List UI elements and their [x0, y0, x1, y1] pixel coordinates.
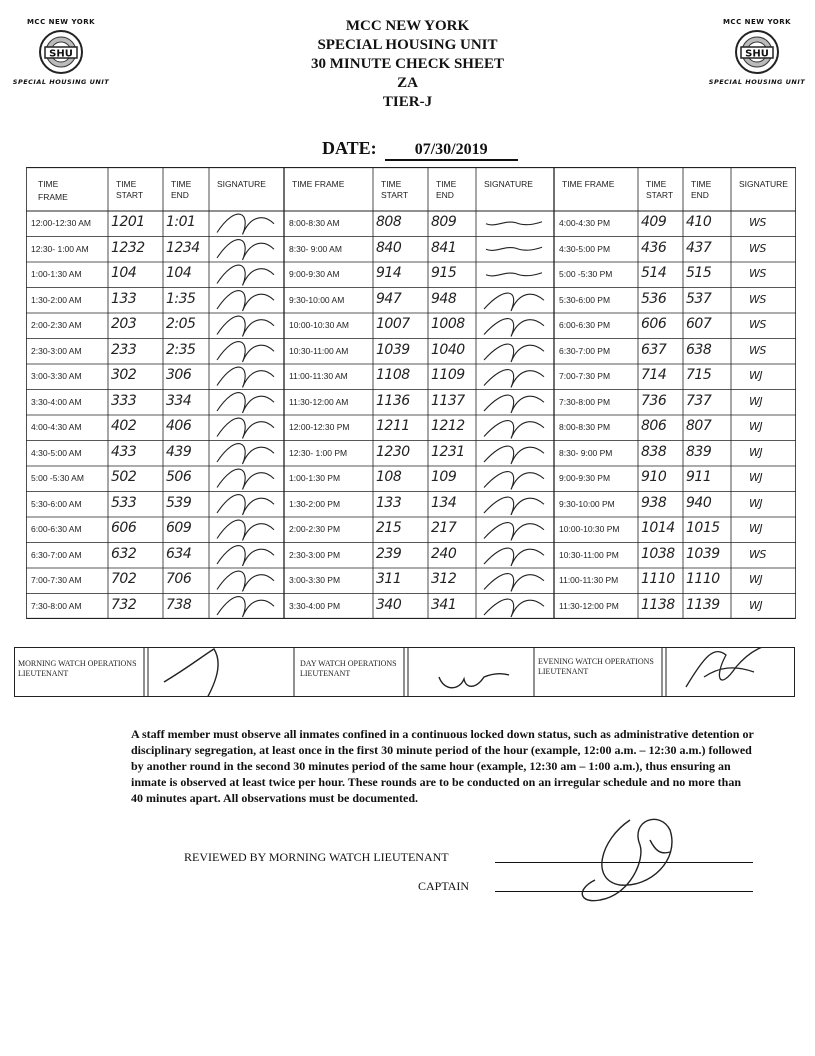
time-end-cell: 1212: [431, 418, 465, 434]
time-start-cell: 910: [641, 469, 667, 485]
morning-watch-label: MORNING WATCH OPERATIONS LIEUTENANT: [18, 659, 137, 678]
signature-initials: WS: [749, 292, 766, 306]
time-start-cell: 1201: [111, 214, 145, 230]
table-grid-lines: [26, 167, 796, 619]
header-time-end: TIME: [691, 179, 712, 189]
time-end-cell: 406: [166, 418, 192, 434]
time-end-cell: 437: [686, 239, 712, 256]
time-start-cell: 1039: [376, 341, 410, 358]
time-frame-cell: 6:30-7:00 AM: [31, 549, 82, 560]
time-end-cell: 1231: [431, 443, 465, 460]
time-end-cell: 134: [431, 494, 457, 511]
time-frame-cell: 9:00-9:30 PM: [559, 473, 611, 483]
header-time-end: END: [436, 190, 454, 200]
time-end-cell: 1234: [166, 239, 200, 256]
title-line: ZA: [397, 75, 418, 91]
header-signature: SIGNATURE: [739, 179, 788, 189]
title-line: SPECIAL HOUSING UNIT: [317, 37, 498, 53]
signature-initials: WS: [749, 547, 766, 561]
time-end-cell: 911: [686, 469, 712, 485]
time-frame-cell: 4:00-4:30 PM: [559, 218, 611, 228]
time-end-cell: 439: [166, 443, 192, 460]
time-end-cell: 104: [166, 265, 192, 281]
signature-initials: WS: [749, 318, 766, 331]
time-start-cell: 436: [641, 239, 667, 256]
time-frame-cell: 1:00-1:30 PM: [289, 473, 341, 483]
time-end-cell: 839: [686, 443, 712, 460]
time-start-cell: 714: [641, 367, 667, 383]
logo-top-text: MCC NEW YORK: [26, 18, 96, 26]
time-end-cell: 217: [431, 520, 457, 536]
time-end-cell: 841: [431, 239, 457, 256]
time-frame-cell: 4:00-4:30 AM: [31, 422, 82, 432]
time-frame-cell: 9:30-10:00 AM: [289, 294, 345, 305]
time-start-cell: 536: [641, 290, 667, 307]
logo-bottom-text: SPECIAL HOUSING UNIT: [708, 78, 806, 86]
time-start-cell: 806: [641, 418, 667, 434]
time-end-cell: 1008: [431, 316, 465, 332]
time-end-cell: 706: [166, 571, 192, 587]
time-frame-cell: 11:00-11:30 PM: [559, 575, 619, 585]
signature-tick: [486, 222, 542, 225]
signature-initials: WJ: [749, 598, 763, 612]
time-frame-cell: 2:00-2:30 PM: [289, 524, 341, 534]
time-start-cell: 409: [641, 214, 667, 230]
time-end-cell: 609: [166, 520, 192, 536]
time-start-cell: 239: [376, 545, 402, 562]
evening-signature-mark: [686, 647, 784, 687]
time-end-cell: 539: [166, 494, 192, 511]
time-end-cell: 341: [431, 596, 457, 613]
time-end-cell: 240: [431, 545, 457, 562]
time-end-cell: 1137: [431, 392, 465, 409]
time-frame-cell: 6:00-6:30 PM: [559, 320, 611, 330]
time-end-cell: 1109: [431, 367, 465, 383]
signature-initials: WJ: [749, 369, 763, 382]
time-frame-cell: 5:30-6:00 PM: [559, 294, 611, 305]
date-label: DATE:: [322, 138, 377, 158]
evening-watch-label: EVENING WATCH OPERATIONS LIEUTENANT: [538, 657, 654, 676]
time-start-cell: 632: [111, 545, 137, 562]
time-frame-cell: 6:00-6:30 AM: [31, 524, 82, 534]
time-start-cell: 637: [641, 341, 667, 358]
time-start-cell: 808: [376, 214, 402, 230]
time-end-cell: 638: [686, 341, 712, 358]
time-end-cell: 1039: [686, 545, 720, 562]
time-frame-cell: 7:30-8:00 PM: [559, 396, 611, 407]
time-start-cell: 1014: [641, 520, 675, 536]
time-frame-cell: 10:00-10:30 AM: [289, 320, 350, 330]
time-start-cell: 502: [111, 469, 137, 485]
time-start-cell: 533: [111, 494, 137, 511]
time-end-cell: 410: [686, 214, 712, 230]
policy-paragraph: A staff member must observe all inmates confined in a continuous locked down status, such as administrative detention or disciplinary segregation, at least once in the first 30 minute period of the hour (example, 12:00 a.m. – 12:30 a.m.) followed by another round in the second 30 minutes period of the same hour (example, 12:30 am – 1:00 a.m.), thus ensuring an inmate is observed at least twice per hour. These rounds are to be conducted on an irregular schedule and no more than 40 minutes apart. All observations must be documented.: [131, 727, 754, 805]
header-time-start: TIME: [646, 179, 667, 189]
time-frame-cell: 1:30-2:00 AM: [31, 294, 82, 305]
shu-emblem-icon: [729, 28, 785, 76]
header-time-end: TIME: [436, 179, 457, 189]
time-frame-cell: 1:30-2:00 PM: [289, 498, 341, 509]
time-frame-cell: 3:30-4:00 AM: [31, 396, 82, 407]
header-time-end: TIME: [171, 179, 192, 189]
time-end-cell: 1110: [686, 571, 720, 587]
time-start-cell: 514: [641, 265, 667, 281]
sheet-title: [250, 17, 565, 112]
day-signature-mark: [439, 674, 509, 688]
time-start-cell: 203: [111, 316, 137, 332]
date-value: 07/30/2019: [385, 141, 518, 161]
time-start-cell: 402: [111, 418, 137, 434]
time-start-cell: 606: [111, 520, 137, 536]
header-time-start: TIME: [381, 179, 402, 189]
time-end-cell: 506: [166, 469, 192, 485]
signature-initials: WS: [749, 343, 766, 357]
time-frame-cell: 7:30-8:00 AM: [31, 600, 82, 611]
time-start-cell: 1136: [376, 392, 410, 409]
time-frame-cell: 11:30-12:00 AM: [289, 396, 349, 407]
header-time-frame: TIME: [38, 179, 59, 189]
signature-scribble: [484, 293, 544, 617]
time-end-cell: 809: [431, 214, 457, 230]
logo-bottom-text: SPECIAL HOUSING UNIT: [12, 78, 110, 86]
time-frame-cell: 12:30- 1:00 PM: [289, 447, 348, 458]
time-start-cell: 433: [111, 443, 137, 460]
header-time-start: TIME: [116, 179, 137, 189]
time-end-cell: 334: [166, 392, 192, 409]
captain-label: CAPTAIN: [418, 879, 470, 893]
header-time-start: START: [116, 190, 144, 200]
time-start-cell: 736: [641, 392, 667, 409]
time-start-cell: 104: [111, 265, 137, 281]
time-start-cell: 938: [641, 494, 667, 511]
reviewed-by-label: REVIEWED BY MORNING WATCH LIEUTENANT: [184, 850, 449, 864]
time-end-cell: 2:35: [166, 341, 196, 358]
time-start-cell: 914: [376, 265, 402, 281]
time-start-cell: 1110: [641, 571, 675, 587]
title-line: TIER-J: [382, 94, 433, 110]
signature-tick: [486, 247, 542, 250]
time-frame-cell: 3:00-3:30 AM: [31, 371, 82, 381]
time-start-cell: 1232: [111, 239, 145, 256]
time-frame-cell: 10:00-10:30 PM: [559, 524, 620, 534]
morning-signature-mark: [164, 649, 218, 697]
time-frame-cell: 8:30- 9:00 PM: [559, 447, 613, 458]
time-frame-cell: 12:00-12:30 AM: [31, 218, 92, 228]
time-end-cell: 2:05: [166, 316, 196, 332]
time-frame-cell: 3:00-3:30 PM: [289, 575, 341, 585]
header-time-start: START: [646, 190, 674, 200]
time-frame-cell: 2:30-3:00 AM: [31, 345, 82, 356]
time-end-cell: 915: [431, 265, 457, 281]
header-time-frame: TIME FRAME: [292, 179, 345, 189]
header-time-end: END: [691, 190, 709, 200]
time-frame-cell: 11:30-12:00 PM: [559, 600, 619, 611]
time-start-cell: 606: [641, 316, 667, 332]
time-frame-cell: 3:30-4:00 PM: [289, 600, 341, 611]
header-signature: SIGNATURE: [484, 179, 533, 189]
time-frame-cell: 10:30-11:00 PM: [559, 549, 619, 560]
header-time-frame: FRAME: [38, 192, 68, 202]
time-start-cell: 1230: [376, 443, 410, 460]
time-start-cell: 215: [376, 520, 402, 536]
time-frame-cell: 5:30-6:00 AM: [31, 498, 82, 509]
time-start-cell: 702: [111, 571, 137, 587]
shu-logo-right: [708, 18, 806, 86]
time-end-cell: 1040: [431, 341, 465, 358]
time-end-cell: 940: [686, 494, 712, 511]
time-end-cell: 312: [431, 571, 457, 587]
time-end-cell: 634: [166, 545, 192, 562]
date-row: [322, 138, 518, 161]
signature-tick: [486, 273, 542, 276]
time-end-cell: 715: [686, 367, 712, 383]
signature-initials: WJ: [749, 445, 763, 459]
logo-top-text: MCC NEW YORK: [722, 18, 792, 26]
title-line: 30 MINUTE CHECK SHEET: [311, 56, 504, 72]
time-end-cell: 515: [686, 265, 712, 281]
time-start-cell: 1007: [376, 316, 410, 332]
time-end-cell: 807: [686, 418, 712, 434]
signature-initials: WJ: [749, 496, 763, 510]
time-frame-cell: 7:00-7:30 AM: [31, 575, 82, 585]
header-time-frame: TIME FRAME: [562, 179, 615, 189]
shu-emblem-icon: [33, 28, 89, 76]
time-start-cell: 340: [376, 596, 402, 613]
time-start-cell: 840: [376, 239, 402, 256]
time-start-cell: 838: [641, 443, 667, 460]
signature-initials: WJ: [749, 394, 763, 408]
time-frame-cell: 4:30-5:00 AM: [31, 447, 82, 458]
time-start-cell: 1138: [641, 596, 675, 613]
time-frame-cell: 8:00-8:30 AM: [289, 218, 340, 228]
time-end-cell: 537: [686, 290, 712, 307]
time-start-cell: 133: [111, 290, 137, 307]
signature-initials: WS: [749, 216, 766, 229]
time-frame-cell: 5:00 -5:30 PM: [559, 269, 613, 279]
time-start-cell: 1211: [376, 418, 410, 434]
check-table: [26, 167, 796, 619]
day-watch-label: DAY WATCH OPERATIONS LIEUTENANT: [300, 659, 397, 678]
logo-emblem-text: SHU: [49, 48, 73, 60]
header-signature: SIGNATURE: [217, 179, 266, 189]
time-frame-cell: 10:30-11:00 AM: [289, 345, 349, 356]
time-end-cell: 1:01: [166, 214, 196, 230]
time-start-cell: 732: [111, 596, 137, 613]
time-frame-cell: 1:00-1:30 AM: [31, 269, 82, 279]
title-line: MCC NEW YORK: [345, 18, 470, 34]
time-start-cell: 302: [111, 367, 137, 383]
header-time-end: END: [171, 190, 189, 200]
signature-initials: WJ: [749, 522, 763, 535]
time-start-cell: 108: [376, 469, 402, 485]
signature-scribble: [217, 214, 274, 617]
time-start-cell: 233: [111, 341, 137, 358]
time-end-cell: 1139: [686, 596, 720, 613]
time-start-cell: 133: [376, 494, 402, 511]
header-time-start: START: [381, 190, 409, 200]
time-frame-cell: 2:30-3:00 PM: [289, 549, 341, 560]
reviewer-signature-mark: [560, 800, 750, 920]
time-frame-cell: 12:30- 1:00 AM: [31, 243, 89, 254]
signature-initials: WS: [749, 241, 766, 255]
time-end-cell: 1015: [686, 520, 720, 536]
time-frame-cell: 5:00 -5:30 AM: [31, 473, 84, 483]
time-start-cell: 1038: [641, 545, 675, 562]
time-end-cell: 737: [686, 392, 712, 409]
time-end-cell: 109: [431, 469, 457, 485]
watch-lieutenant-box: [14, 647, 795, 697]
time-start-cell: 333: [111, 392, 137, 409]
time-frame-cell: 12:00-12:30 PM: [289, 422, 350, 432]
time-frame-cell: 7:00-7:30 PM: [559, 371, 611, 381]
time-end-cell: 607: [686, 316, 712, 332]
time-end-cell: 306: [166, 367, 192, 383]
shu-logo-left: [12, 18, 110, 86]
time-start-cell: 1108: [376, 367, 410, 383]
time-start-cell: 947: [376, 290, 402, 307]
logo-emblem-text: SHU: [745, 48, 769, 60]
time-frame-cell: 8:30- 9:00 AM: [289, 243, 342, 254]
signature-initials: WJ: [749, 573, 763, 586]
time-frame-cell: 6:30-7:00 PM: [559, 345, 611, 356]
time-end-cell: 948: [431, 290, 457, 307]
signature-initials: WS: [749, 267, 766, 280]
time-end-cell: 738: [166, 596, 192, 613]
signature-initials: WJ: [749, 420, 763, 433]
time-frame-cell: 8:00-8:30 PM: [559, 422, 611, 432]
time-frame-cell: 2:00-2:30 AM: [31, 320, 82, 330]
time-frame-cell: 4:30-5:00 PM: [559, 243, 611, 254]
time-frame-cell: 11:00-11:30 AM: [289, 371, 348, 381]
time-frame-cell: 9:30-10:00 PM: [559, 498, 615, 509]
time-start-cell: 311: [376, 571, 402, 587]
signature-initials: WJ: [749, 471, 763, 484]
time-frame-cell: 9:00-9:30 AM: [289, 269, 340, 279]
time-end-cell: 1:35: [166, 290, 196, 307]
